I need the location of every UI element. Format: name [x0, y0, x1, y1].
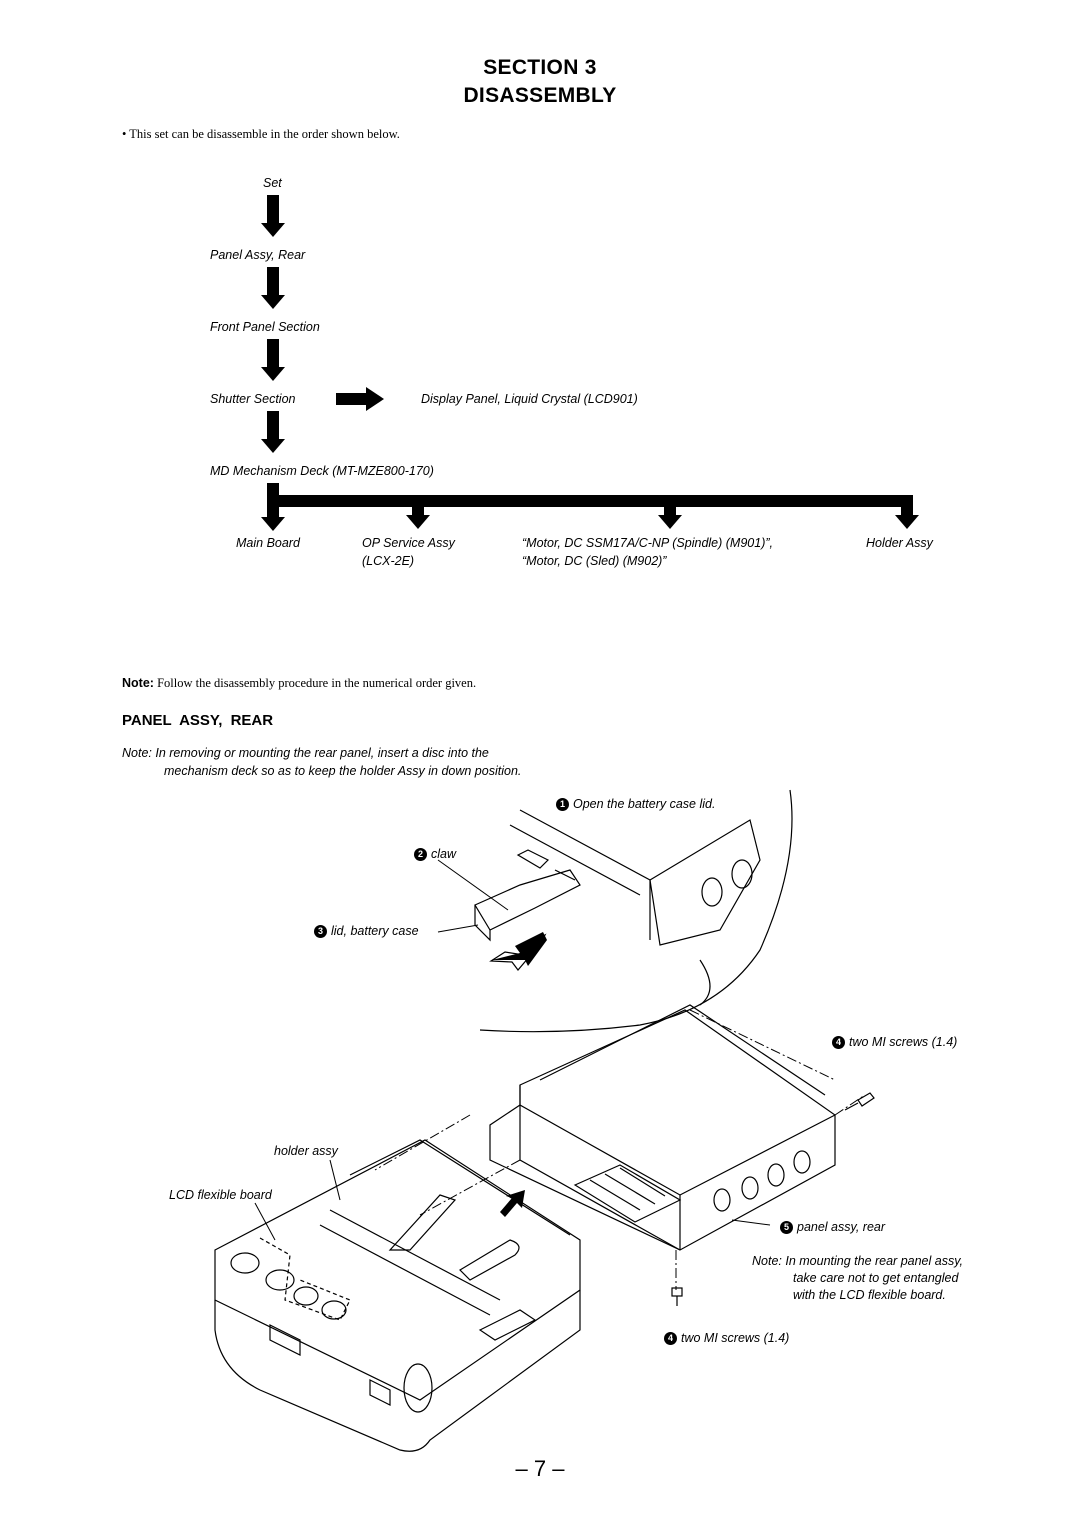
note-mount-line1: Note: In mounting the rear panel assy,: [752, 1254, 963, 1268]
screw-top: [845, 1093, 874, 1110]
flow-display-panel: Display Panel, Liquid Crystal (LCD901): [421, 392, 638, 406]
callout-5: 5 panel assy, rear: [780, 1220, 885, 1234]
callout-1: 1 Open the battery case lid.: [556, 797, 715, 811]
flow-panel-assy-rear: Panel Assy, Rear: [210, 248, 306, 262]
arrow-down-2: [261, 267, 285, 309]
label-lcd-flexible-board: LCD flexible board: [169, 1188, 272, 1202]
flow-motor-1: “Motor, DC SSM17A/C-NP (Spindle) (M901)”,: [522, 536, 773, 550]
note-mount-line2: take care not to get entangled: [793, 1271, 959, 1285]
callout-3: 3 lid, battery case: [314, 924, 419, 938]
note-panel-line1: Note: In removing or mounting the rear panel, insert a disc into the: [122, 746, 489, 760]
arrow-down-3: [261, 339, 285, 381]
intro-text: • This set can be disassemble in the order shown below.: [122, 127, 400, 141]
subsection-title: PANEL ASSY, REAR: [122, 712, 274, 729]
arrow-down-1: [261, 195, 285, 237]
arrow-right: [336, 387, 384, 411]
flow-op-service-1: OP Service Assy: [362, 536, 455, 550]
screw-bottom: [672, 1288, 682, 1306]
panel-assy-illustration: [215, 790, 874, 1451]
callout-4-top: 4 two MI screws (1.4): [832, 1035, 957, 1049]
label-holder-assy: holder assy: [274, 1144, 338, 1158]
callout-2: 2 claw: [414, 847, 456, 861]
arrow-down-4: [261, 411, 285, 453]
note-label: Note:: [122, 676, 154, 690]
flow-holder-assy: Holder Assy: [866, 536, 933, 550]
note-panel-line2: mechanism deck so as to keep the holder Assy in down position.: [164, 764, 522, 778]
note-text: Follow the disassembly procedure in the numerical order given.: [153, 676, 477, 690]
note-order: [122, 676, 476, 691]
callout-4-bottom: 4 two MI screws (1.4): [664, 1331, 789, 1345]
flow-shutter-section: Shutter Section: [210, 392, 296, 406]
arrow-branch: [261, 483, 919, 531]
flow-op-service-2: (LCX-2E): [362, 554, 415, 568]
note-mount-line3: with the LCD flexible board.: [793, 1288, 946, 1302]
section-number: SECTION 3: [483, 56, 597, 79]
flow-front-panel-section: Front Panel Section: [210, 320, 320, 334]
flow-main-board: Main Board: [236, 536, 300, 550]
flow-set: Set: [263, 176, 282, 190]
flow-motor-2: “Motor, DC (Sled) (M902)”: [522, 554, 667, 568]
page-title: DISASSEMBLY: [463, 84, 617, 107]
flow-md-mechanism: MD Mechanism Deck (MT-MZE800-170): [210, 464, 434, 478]
page-number: – 7 –: [515, 1456, 565, 1481]
